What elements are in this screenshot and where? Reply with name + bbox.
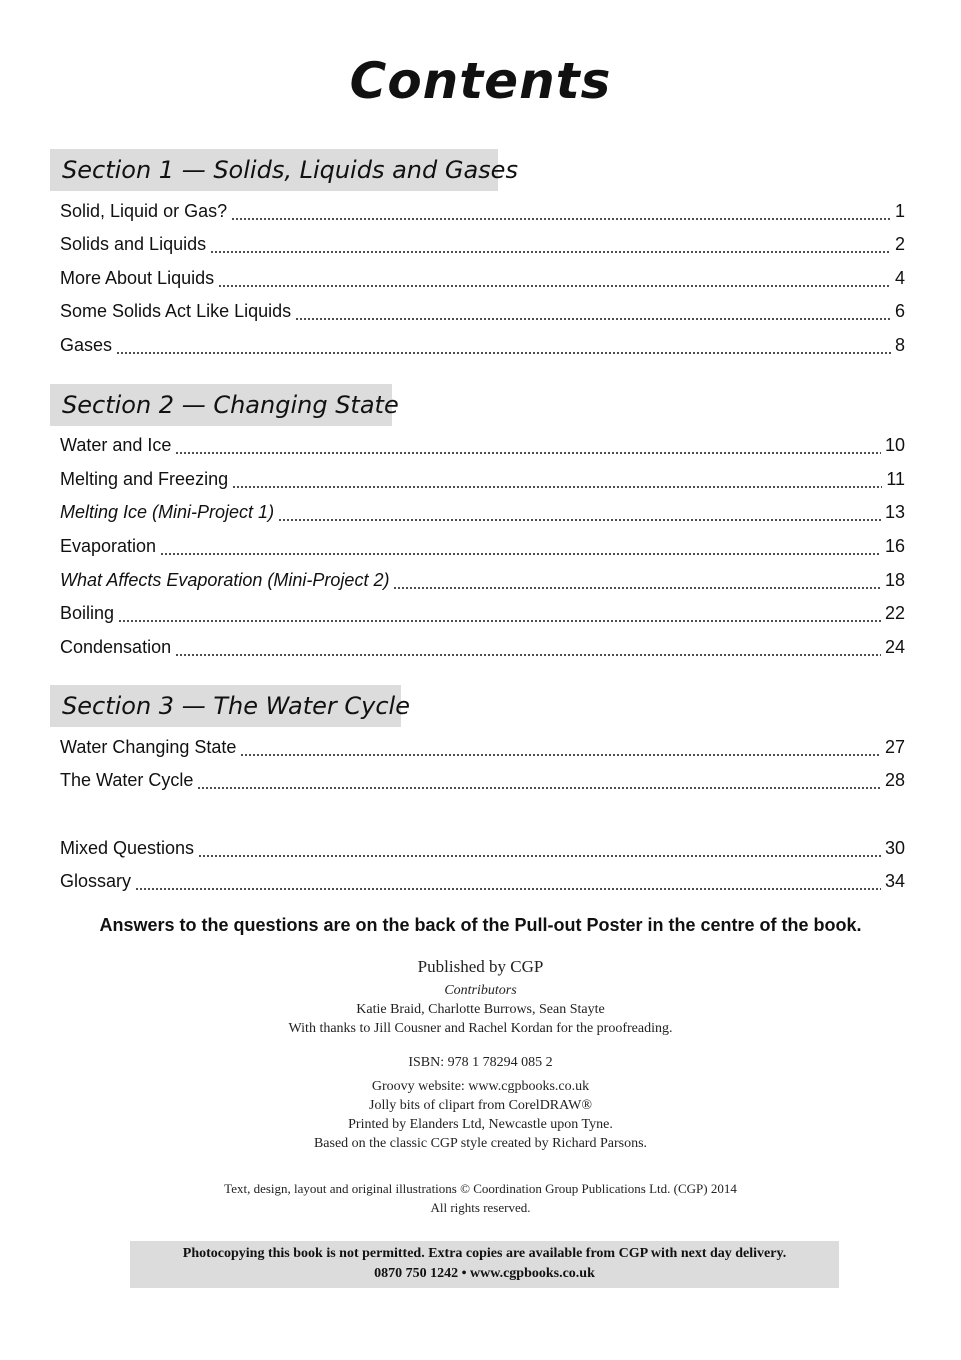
- toc-entry[interactable]: [60, 765, 905, 791]
- dot-leader: [232, 468, 882, 490]
- dot-leader: [240, 736, 881, 758]
- toc-entry-label: Melting Ice (Mini-Project 1): [60, 502, 275, 522]
- published-by: Published by CGP: [417, 957, 544, 976]
- toc-entry-label: Mixed Questions: [60, 838, 195, 858]
- toc-entry[interactable]: [60, 263, 905, 289]
- toc-entry-label: Melting and Freezing: [60, 469, 229, 489]
- toc-entry-page: 6: [894, 301, 905, 321]
- dot-leader: [118, 602, 881, 624]
- copyright: Text, design, layout and original illustrations © Coordination Group Publications Ltd. (CGP) 2014: [224, 1181, 737, 1196]
- toc-entry-label: Glossary: [60, 871, 132, 891]
- dot-leader: [175, 636, 881, 658]
- toc-entry-label: What Affects Evaporation (Mini-Project 2): [60, 570, 390, 590]
- toc-entry[interactable]: [60, 196, 905, 222]
- toc-entry-label: Evaporation: [60, 536, 157, 556]
- toc-entry[interactable]: [60, 632, 905, 658]
- toc-entry[interactable]: [60, 430, 905, 456]
- toc-entry-page: 34: [884, 871, 905, 891]
- toc-entry[interactable]: [60, 565, 905, 591]
- toc-entry-label: Solid, Liquid or Gas?: [60, 201, 228, 221]
- toc-entry[interactable]: [60, 833, 905, 859]
- toc-entry[interactable]: [60, 330, 905, 356]
- website: Groovy website: www.cgpbooks.co.uk: [371, 1079, 590, 1094]
- answers-note: Answers to the questions are on the back of the Pull-out Poster in the centre of the book.: [99, 915, 862, 935]
- toc-entry-label: Some Solids Act Like Liquids: [60, 301, 292, 321]
- contributors: Katie Braid, Charlotte Burrows, Sean Stayte: [356, 1002, 605, 1017]
- toc-entry-page: 2: [894, 234, 905, 254]
- dot-leader: [393, 569, 881, 591]
- dot-leader: [295, 300, 891, 322]
- toc-entry-label: Solids and Liquids: [60, 234, 207, 254]
- dot-leader: [175, 434, 881, 456]
- dot-leader: [116, 334, 891, 356]
- toc-entry[interactable]: [60, 531, 905, 557]
- toc-entry-page: 30: [884, 838, 905, 858]
- toc-entry-label: Water and Ice: [60, 435, 172, 455]
- dot-leader: [218, 267, 891, 289]
- section-3-heading: Section 3 — The Water Cycle: [50, 685, 401, 727]
- dot-leader: [231, 200, 891, 222]
- rights: All rights reserved.: [430, 1200, 531, 1215]
- dot-leader: [160, 535, 881, 557]
- proofreading-thanks: With thanks to Jill Cousner and Rachel Kordan for the proofreading.: [288, 1021, 673, 1036]
- section-1-heading: Section 1 — Solids, Liquids and Gases: [50, 149, 498, 191]
- toc-entry-page: 22: [884, 603, 905, 623]
- section-2-heading: Section 2 — Changing State: [50, 384, 392, 426]
- toc-entry-label: Water Changing State: [60, 737, 237, 757]
- toc-entry[interactable]: [60, 296, 905, 322]
- toc-entry-page: 11: [886, 469, 905, 489]
- toc-entry[interactable]: [60, 732, 905, 758]
- footer-line-1: Photocopying this book is not permitted. Extra copies are available from CGP with next day delivery.: [182, 1246, 787, 1261]
- toc-entry[interactable]: [60, 598, 905, 624]
- toc-entry[interactable]: [60, 497, 905, 523]
- toc-entry-label: Gases: [60, 335, 113, 355]
- dot-leader: [197, 769, 881, 791]
- toc-entry-page: 24: [884, 637, 905, 657]
- toc-entry-page: 10: [884, 435, 905, 455]
- contributors-heading: Contributors: [444, 983, 517, 998]
- footer-line-2: 0870 750 1242 • www.cgpbooks.co.uk: [374, 1266, 595, 1281]
- footer-banner: [130, 1241, 839, 1288]
- dot-leader: [278, 501, 881, 523]
- toc-entry-label: Condensation: [60, 637, 172, 657]
- page-title: Contents: [349, 52, 612, 110]
- toc-entry[interactable]: [60, 464, 905, 490]
- isbn: ISBN: 978 1 78294 085 2: [408, 1055, 553, 1070]
- toc-entry-page: 28: [884, 770, 905, 790]
- style-credit: Based on the classic CGP style created by Richard Parsons.: [313, 1136, 648, 1151]
- toc-entry[interactable]: [60, 229, 905, 255]
- dot-leader: [198, 837, 881, 859]
- toc-entry-page: 18: [884, 570, 905, 590]
- toc-entry-label: The Water Cycle: [60, 770, 194, 790]
- toc-entry-label: More About Liquids: [60, 268, 215, 288]
- printer-credit: Printed by Elanders Ltd, Newcastle upon Tyne.: [348, 1117, 613, 1132]
- clipart-credit: Jolly bits of clipart from CorelDRAW®: [369, 1098, 592, 1113]
- toc-entry-page: 27: [884, 737, 905, 757]
- toc-entry-label: Boiling: [60, 603, 115, 623]
- toc-entry-page: 8: [894, 335, 905, 355]
- toc-entry-page: 4: [894, 268, 905, 288]
- toc-entry-page: 13: [884, 502, 905, 522]
- toc-entry-page: 16: [884, 536, 905, 556]
- toc-entry-page: 1: [894, 201, 905, 221]
- toc-entry[interactable]: [60, 866, 905, 892]
- dot-leader: [135, 870, 881, 892]
- dot-leader: [210, 233, 891, 255]
